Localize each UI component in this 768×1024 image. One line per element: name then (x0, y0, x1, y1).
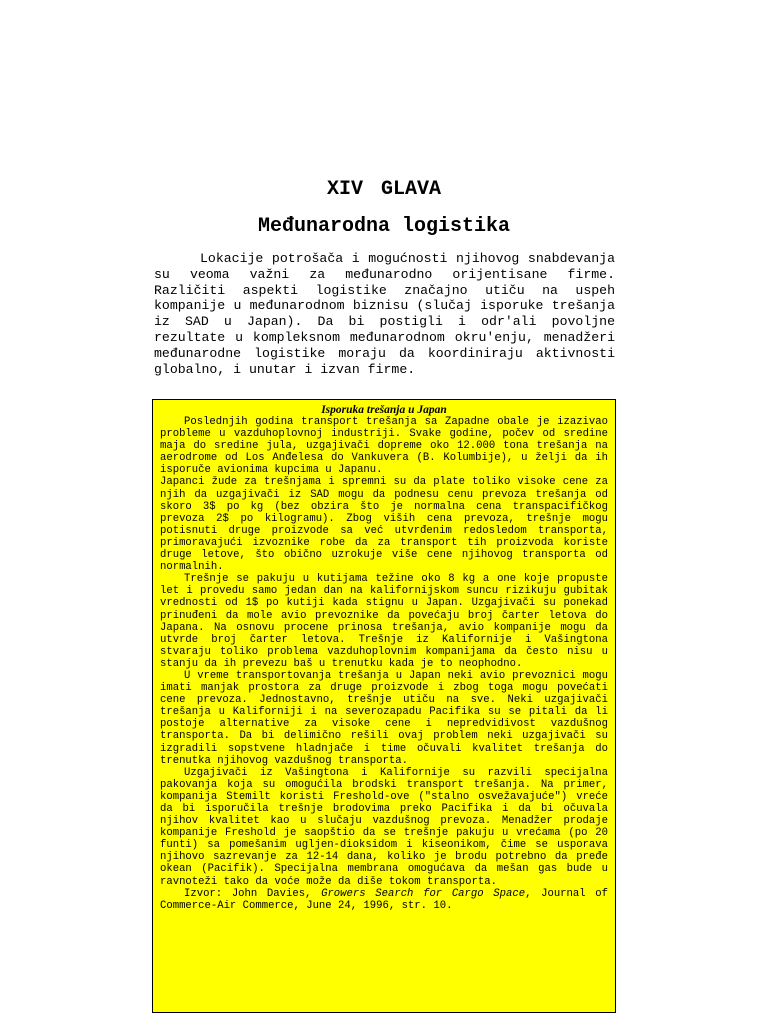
case-study-box (152, 399, 616, 1013)
source-suffix: , Journal of Commerce-Air Commerce, June 24, 1996, str. 10. (160, 887, 608, 912)
case-paragraph: Japanci žude za trešnjama i spremni su da plate toliko visoke cene za njih da uzgajivači iz SAD mogu da podnesu cenu prevoza trešanja od skoro 3$ po kg (bez obzira što je normalna cena transpacifičkog prevoza 2$ po kilogramu). Zbog viših cena prevoza, trešnje mogu potisnuti druge proizvode sa već utvrđenim redosledom transporta, primoravajući izvoznike robe da za transport tih proizvoda koriste druge letove, što obično uzrokuje više cene njihovog transporta od normalnih. (160, 476, 608, 574)
case-paragraph: Poslednjih godina transport trešanja sa Zapadne obale je izazivao probleme u vazduhoplovnoj industriji. Svake godine, počev od sredine maja do sredine jula, uzgajivači dopreme oko 12.000 tona trešanja na aerodrome od Los Anđelesa do Vankuvera (B. Kolumbije), u želji da ih isporuče avionima kupcima u Japanu. (160, 416, 608, 477)
case-paragraph: Uzgajivači iz Vašingtona i Kalifornije su razvili specijalna pakovanja koja su omogućila brodski transport trešanja. Na primer, kompanija Stemilt koristi Freshold-ove ("stalno osvežavajuće") vreće da bi isporučila trešnje brodovima preko Pacifika i da bi očuvala njihov kvalitet kao u slučaju vazdušnog prevoza. Menadžer prodaje kompanije Freshold je saopštio da se trešnje pakuju u vrećama (po 20 funti) sa pomešanim ugljen-dioksidom i kiseonikom, čime se usporava njihovo sazrevanje za 12-14 dana, koliko je brodu potrebno da pređe okean (Pacifik). Specijalna membrana omogućava da mešan gas bude u ravnoteži tako da voće može da diše tokom transporta. (160, 766, 608, 888)
case-paragraph: U vreme transportovanja trešanja u Japan neki avio prevoznici mogu imati manjak prostora za druge proizvode i zbog toga mogu povećati cene prevoza. Jednostavno, trešnje utiču na sve. Neki uzgajivači trešanja u Kaliforniji i na severozapadu Pacifika su se pitali da li postoje alternative za visoke cene i nepredvidivost vazdušnog transporta. Da bi delimično rešili ovaj problem neki uzgajivači su izgradili sopstvene hladnjače i time očuvali kvalitet trešanja do trenutka njihovog vazdušnog transporta. (160, 669, 608, 767)
source-prefix: Izvor: John Davies, (184, 887, 322, 900)
case-paragraph: Trešnje se pakuju u kutijama težine oko 8 kg a one koje propuste let i provedu samo jedan dan na kalifornijskom suncu rizikuju gubitak vrednosti od 1$ po kutiji kada stignu u Japan. Uzgajivači su ponekad prinuđeni da mole avio prevoznike da povećaju broj čarter letova do Japana. Na osnovu procene prinosa trešanja, avio kompanije mogu da utvrde broj čarter letova. Trešnje iz Kalifornije i Vašingtona stvaraju toliko problema vazduhoplovnim kompanijama da često nisu u stanju da ih prevezu baš u trenutku kada je to neophodno. (160, 573, 608, 670)
source-book-title: Growers Search for Cargo Space (321, 887, 526, 900)
case-study-title: Isporuka trešanja u Japan (321, 404, 447, 416)
source-citation (160, 888, 608, 912)
chapter-number: XIV GLAVA (326, 178, 442, 201)
chapter-title: Međunarodna logistika (257, 215, 511, 238)
intro-paragraph: Lokacije potrošača i mogućnosti njihovog snabdevanja su veoma važni za međunarodno orijentisane firme. Različiti aspekti logistike značajno utiču na uspeh kompanije u međunarodnom biznisu (slučaj isporuke trešanja iz SAD u Japan). Da bi postigli i odr'ali povoljne rezultate u kompleksnom međunarodnom okru'enju, menadžeri međunarodne logistike moraju da koordiniraju aktivnosti globalno, i unutar i izvan firme. (154, 251, 615, 377)
